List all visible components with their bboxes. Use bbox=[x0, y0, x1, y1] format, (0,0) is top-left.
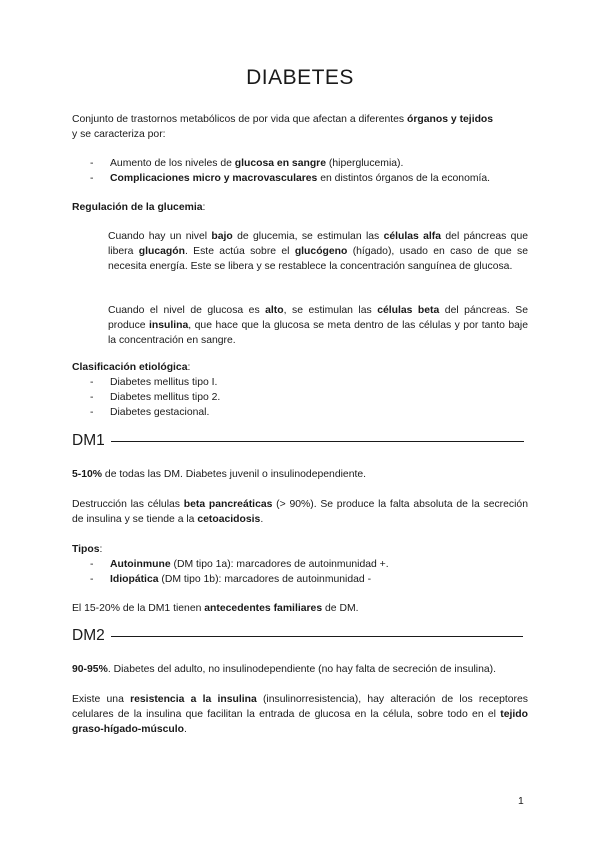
section-title: DM1 bbox=[72, 432, 105, 449]
intro-paragraph bbox=[72, 112, 528, 142]
text-run: (DM tipo 1b): marcadores de autoinmunidad - bbox=[158, 574, 372, 585]
features-list bbox=[90, 156, 530, 186]
text-run: de glucemia, se estimulan las bbox=[232, 231, 384, 242]
bold-run: cetoacidosis bbox=[197, 514, 261, 525]
section-title: DM2 bbox=[72, 627, 105, 644]
list-item bbox=[90, 572, 530, 587]
feature-text: (hiperglucemia). bbox=[326, 158, 404, 169]
text-run: , se estimulan las bbox=[283, 305, 378, 316]
section-heading-dm1 bbox=[72, 432, 524, 450]
text-run: Existe una bbox=[72, 694, 131, 705]
section-rule bbox=[111, 441, 524, 442]
text-run: del páncreas. Se produce bbox=[108, 305, 528, 331]
regulation-paragraph-1 bbox=[108, 229, 528, 274]
text-run: . Este actúa sobre el bbox=[184, 246, 295, 257]
list-item bbox=[90, 375, 530, 390]
intro-text-1: Conjunto de trastornos metabólicos de por vida que afectan a diferentes bbox=[72, 114, 408, 125]
types-colon: : bbox=[99, 544, 103, 555]
list-dash: - bbox=[90, 574, 94, 585]
text-run: Cuando el nivel de glucosa es bbox=[108, 305, 266, 316]
text-run: . Diabetes del adulto, no insulinodependiente (no hay falta de secreción de insulina). bbox=[107, 664, 497, 675]
feature-bold: glucosa en sangre bbox=[234, 158, 327, 169]
classification-colon: : bbox=[187, 362, 191, 373]
dm1-paragraph-2 bbox=[72, 497, 528, 527]
text-run: (DM tipo 1a): marcadores de autoinmunidad +. bbox=[170, 559, 389, 570]
regulation-paragraph-2 bbox=[108, 303, 528, 348]
text-run: (> 90%). Se produce la falta absoluta de la secreción de insulina y se tiende a la bbox=[72, 499, 528, 525]
bold-run: alto bbox=[265, 305, 284, 316]
types-heading-text: Tipos bbox=[72, 544, 100, 555]
text-run: del páncreas que libera bbox=[108, 231, 528, 257]
dm1-paragraph-3 bbox=[72, 601, 528, 616]
text-run: (hígado), usado en caso de que se necesita energía. Este se libera y se restablece la concentración sanguínea de glucosa. bbox=[108, 246, 528, 272]
list-dash: - bbox=[90, 173, 94, 184]
intro-text-2: y se caracteriza por: bbox=[72, 129, 166, 140]
list-dash: - bbox=[90, 407, 94, 418]
bold-run: 90-95% bbox=[72, 664, 108, 675]
text-run: , que hace que la glucosa se meta dentro de las células y por tanto baje la concentración en sangre. bbox=[108, 320, 529, 346]
feature-text: en distintos órganos de la economía. bbox=[317, 173, 491, 184]
bold-run: resistencia a la insulina bbox=[130, 694, 257, 705]
bold-run: glucagón bbox=[138, 246, 185, 257]
feature-text: Aumento de los niveles de bbox=[110, 158, 235, 169]
text-run: (insulinorresistencia), hay alteración de los receptores celulares de la insulina que facilitan la entrada de glucosa en la célula, sobre todo en el bbox=[72, 694, 528, 720]
dm2-paragraph-2 bbox=[72, 692, 528, 737]
list-item-text: Diabetes mellitus tipo I. bbox=[110, 377, 218, 388]
bold-run: tejido graso-hígado-músculo bbox=[72, 709, 528, 735]
list-item bbox=[90, 405, 530, 420]
text-run: de todas las DM. Diabetes juvenil o insulinodependiente. bbox=[102, 469, 367, 480]
bold-run: bajo bbox=[211, 231, 233, 242]
section-heading-dm2 bbox=[72, 627, 523, 645]
regulation-colon: : bbox=[202, 202, 206, 213]
regulation-heading bbox=[72, 200, 205, 215]
feature-bold: Complicaciones micro y macrovasculares bbox=[110, 173, 318, 184]
bold-run: 5-10% bbox=[72, 469, 103, 480]
types-list bbox=[90, 557, 530, 587]
list-item bbox=[90, 171, 530, 186]
text-run: Destrucción las células bbox=[72, 499, 184, 510]
bold-run: insulina bbox=[149, 320, 189, 331]
classification-list bbox=[90, 375, 530, 420]
list-item bbox=[90, 557, 530, 572]
list-item-text: Diabetes gestacional. bbox=[110, 407, 210, 418]
dm1-paragraph-1 bbox=[72, 467, 528, 482]
types-heading bbox=[72, 542, 102, 557]
bold-run: glucógeno bbox=[294, 246, 348, 257]
text-run: . bbox=[184, 724, 187, 735]
list-dash: - bbox=[90, 158, 94, 169]
classification-heading bbox=[72, 360, 190, 375]
text-run: . bbox=[260, 514, 264, 525]
page-title: DIABETES bbox=[246, 66, 354, 89]
regulation-heading-text: Regulación de la glucemia bbox=[72, 202, 203, 213]
list-item-text: Diabetes mellitus tipo 2. bbox=[110, 392, 221, 403]
bold-run: beta pancreáticas bbox=[183, 499, 273, 510]
bold-run: Idiopática bbox=[110, 574, 159, 585]
classification-heading-text: Clasificación etiológica bbox=[72, 362, 188, 373]
bold-run: antecedentes familiares bbox=[204, 603, 323, 614]
list-dash: - bbox=[90, 377, 94, 388]
text-run: Cuando hay un nivel bbox=[108, 231, 212, 242]
bold-run: células beta bbox=[377, 305, 440, 316]
bold-run: Autoinmune bbox=[110, 559, 171, 570]
section-rule bbox=[111, 636, 523, 637]
page-number: 1 bbox=[518, 796, 524, 807]
list-item bbox=[90, 156, 530, 171]
list-dash: - bbox=[90, 559, 94, 570]
text-run: de DM. bbox=[322, 603, 359, 614]
list-item bbox=[90, 390, 530, 405]
intro-bold-1: órganos y tejidos bbox=[407, 114, 494, 125]
bold-run: células alfa bbox=[383, 231, 442, 242]
list-dash: - bbox=[90, 392, 94, 403]
dm2-paragraph-1 bbox=[72, 662, 532, 677]
text-run: El 15-20% de la DM1 tienen bbox=[72, 603, 205, 614]
